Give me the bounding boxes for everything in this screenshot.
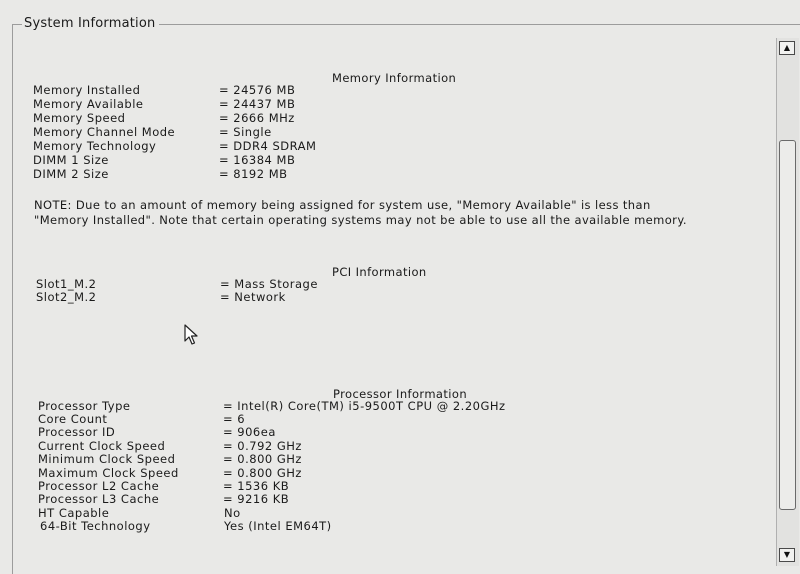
pci-row-value: = Mass Storage — [220, 277, 318, 291]
processor-row-value: = Intel(R) Core(TM) i5-9500T CPU @ 2.20GHz — [223, 399, 506, 413]
processor-row-label: Minimum Clock Speed — [38, 452, 176, 466]
scroll-down-button[interactable] — [779, 548, 795, 562]
memory-row-label: DIMM 2 Size — [33, 167, 109, 181]
memory-row-label: Memory Available — [33, 97, 144, 111]
processor-row-label: Current Clock Speed — [38, 439, 166, 453]
window-title: System Information — [22, 16, 159, 31]
memory-row-label: Memory Speed — [33, 111, 126, 125]
memory-row-value: = 24576 MB — [219, 83, 296, 97]
processor-row-label: Processor L3 Cache — [38, 492, 160, 506]
triangle-up-icon: ▲ — [783, 43, 791, 52]
processor-row-value: = 0.800 GHz — [223, 466, 302, 480]
memory-row-label: Memory Installed — [33, 83, 141, 97]
memory-row-label: DIMM 1 Size — [33, 153, 109, 167]
processor-row-value: No — [224, 506, 241, 520]
memory-note: NOTE: Due to an amount of memory being assigned for system use, "Memory Available" is less than "Memory Installed". Note that certain operating systems may not be able to use all the available memory. — [34, 198, 687, 227]
scroll-up-button[interactable] — [779, 41, 795, 55]
processor-section-title: Processor Information — [333, 387, 468, 401]
pci-row-label: Slot1_M.2 — [36, 277, 97, 291]
pci-section-title: PCI Information — [332, 265, 427, 279]
processor-row-label: Core Count — [38, 412, 108, 426]
processor-row-value: = 1536 KB — [223, 479, 290, 493]
processor-row-value: = 0.792 GHz — [223, 439, 302, 453]
memory-row-value: = 16384 MB — [219, 153, 296, 167]
mouse-pointer-icon — [184, 324, 200, 346]
processor-row-label: Processor Type — [38, 399, 131, 413]
processor-row-label: HT Capable — [38, 506, 110, 520]
pci-row-label: Slot2_M.2 — [36, 290, 97, 304]
processor-row-value: = 9216 KB — [223, 492, 290, 506]
processor-row-label: Maximum Clock Speed — [38, 466, 179, 480]
scroll-thumb[interactable] — [779, 140, 796, 510]
memory-row-label: Memory Technology — [33, 139, 157, 153]
memory-section-title: Memory Information — [332, 71, 457, 85]
memory-row-value: = 24437 MB — [219, 97, 296, 111]
pci-row-value: = Network — [220, 290, 286, 304]
triangle-down-icon: ▼ — [783, 550, 791, 559]
processor-row-label: 64-Bit Technology — [40, 519, 151, 533]
processor-row-value: = 6 — [223, 412, 246, 426]
processor-row-value: Yes (Intel EM64T) — [224, 519, 332, 533]
memory-row-value: = Single — [219, 125, 272, 139]
processor-row-value: = 0.800 GHz — [223, 452, 302, 466]
processor-row-label: Processor L2 Cache — [38, 479, 160, 493]
memory-row-value: = DDR4 SDRAM — [219, 139, 317, 153]
memory-row-value: = 2666 MHz — [219, 111, 295, 125]
vertical-scrollbar[interactable] — [776, 38, 799, 566]
processor-row-value: = 906ea — [223, 425, 276, 439]
memory-row-label: Memory Channel Mode — [33, 125, 176, 139]
processor-row-label: Processor ID — [38, 425, 116, 439]
memory-row-value: = 8192 MB — [219, 167, 288, 181]
